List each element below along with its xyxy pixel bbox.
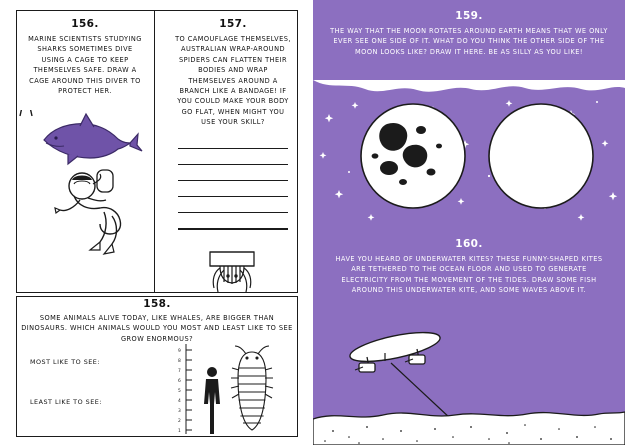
writing-line[interactable] [178,196,288,197]
writing-line[interactable] [178,164,288,165]
panel-157-text: TO CAMOUFLAGE THEMSELVES, AUSTRALIAN WRAP-AROUND SPIDERS CAN FLATTEN THEIR BODIES AND WRAP THEMSELVES AROUND A BRANCH LIKE A BANDAGE! IF YOU COULD MAKE YOUR BODY GO FLAT, WHEN MIGHT YOU USE YOUR SKILL? [175,35,291,127]
svg-text:3: 3 [178,409,181,414]
svg-text:2: 2 [178,419,181,424]
panel-156-number: 156. [71,18,99,30]
svg-text:8: 8 [178,359,181,364]
panel-158 [16,296,298,436]
frame-bottom-rule [16,436,298,437]
writing-line[interactable] [178,180,288,181]
svg-text:4: 4 [178,399,181,404]
panel-160-text: HAVE YOU HEARD OF UNDERWATER KITES? THESE FUNNY-SHAPED KITES ARE TETHERED TO THE OCEAN FLOOR AND USED TO GENERATE ELECTRICITY FROM THE MOVEMENT OF THE TIDES. DRAW SOME FISH AROUND THIS UNDERWATER KITE, AND SOME WAVES ABOVE IT. [335,255,603,295]
wrap-around-spider-illustration [168,250,298,296]
svg-text:7: 7 [178,369,181,374]
writing-lines-157[interactable] [178,148,288,245]
svg-text:5: 5 [178,389,181,394]
right-page [313,0,625,445]
prompt-least-like-to-see: LEAST LIKE TO SEE: [30,398,102,406]
column-divider-rule [154,10,155,292]
panel-157-number: 157. [219,18,247,30]
human-silhouette-and-giant-bug-scale-illustration [176,342,286,434]
panel-156-text: MARINE SCIENTISTS STUDYING SHARKS SOMETIMES DIVE USING A CAGE TO KEEP THEMSELVES SAFE. DRAW A CAGE AROUND THIS DIVER TO PROTECT HER. [28,35,142,96]
svg-text:9: 9 [178,349,181,354]
panel-160-number: 160. [455,238,483,250]
blank-moon-drawing-area[interactable] [489,104,593,208]
shark-and-diver-illustration [16,110,154,280]
panel-159 [313,0,625,232]
writing-line[interactable] [178,228,288,229]
prompt-most-like-to-see: MOST LIKE TO SEE: [30,358,100,366]
panel-157 [168,10,298,292]
panel-159-number: 159. [455,10,483,22]
panel-156 [16,10,154,292]
panel-158-text: SOME ANIMALS ALIVE TODAY, LIKE WHALES, ARE BIGGER THAN DINOSAURS. WHICH ANIMALS WOULD YOU MOST AND LEAST LIKE TO SEE GROW ENORMOUS? [21,314,293,343]
underwater-kite-and-seabed-illustration [313,315,625,445]
panel-159-text: THE WAY THAT THE MOON ROTATES AROUND EARTH MEANS THAT WE ONLY EVER SEE ONE SIDE OF IT. WHAT DO YOU THINK THE OTHER SIDE OF THE MOON LOOKS LIKE? DRAW IT HERE. BE AS SILLY AS YOU LIKE! [330,27,608,56]
writing-line[interactable] [178,148,288,149]
two-moons-starry-sky-illustration [313,80,625,230]
svg-text:6: 6 [178,379,181,384]
svg-text:1: 1 [178,429,181,434]
panel-158-number: 158. [143,298,171,310]
writing-line[interactable] [178,212,288,213]
panel-160 [313,232,625,445]
